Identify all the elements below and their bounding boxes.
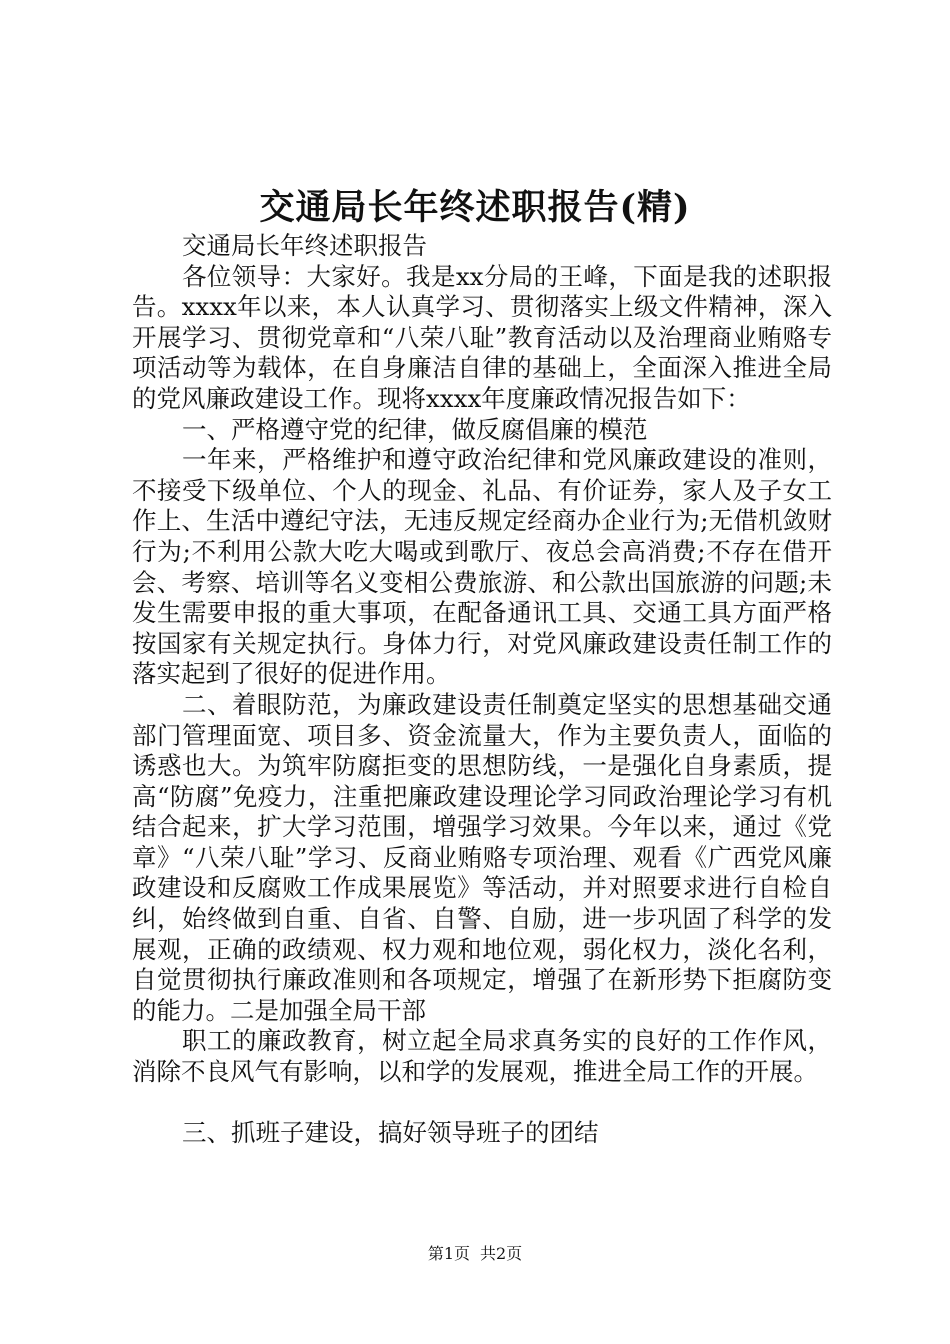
section-heading-1: 一、严格遵守党的纪律，做反腐倡廉的模范	[182, 414, 648, 444]
section-2-continuation: 职工的廉政教育，树立起全局求真务实的良好的工作作风，消除不良风气有影响，以和学的发展观，推进全局工作的开展。	[132, 1026, 832, 1087]
document-body	[132, 231, 832, 1148]
page-total: 共2页	[480, 1244, 523, 1263]
subtitle-paragraph: 交通局长年终述职报告	[182, 231, 427, 260]
section-heading-3: 三、抓班子建设，搞好领导班子的团结	[182, 1117, 599, 1147]
opening-paragraph: 各位领导：大家好。我是xx分局的王峰，下面是我的述职报告。xxxx年以来，本人认真学习、贯彻落实上级文件精神，深入开展学习、贯彻党章和“八荣八耻”教育活动以及治理商业贿赂专项活动等为载体，在自身廉洁自律的基础上，全面深入推进全局的党风廉政建设工作。现将xxxx年度廉政情况报告如下：	[132, 261, 832, 413]
document-title: 交通局长年终述职报告(精)	[259, 187, 691, 228]
section-2-paragraph: 二、着眼防范，为廉政建设责任制奠定坚实的思想基础交通部门管理面宽、项目多、资金流量大，作为主要负责人，面临的诱惑也大。为筑牢防腐拒变的思想防线，一是强化自身素质，提高“防腐”免疫力，注重把廉政建设理论学习同政治理论学习有机结合起来，扩大学习范围，增强学习效果。今年以来，通过《党章》“八荣八耻”学习、反商业贿赂专项治理、观看《广西党风廉政建设和反腐败工作成果展览》等活动，并对照要求进行自检自纠，始终做到自重、自省、自警、自励，进一步巩固了科学的发展观，正确的政绩观、权力观和地位观，弱化权力，淡化名利，自觉贯彻执行廉政准则和各项规定，增强了在新形势下拒腐防变的能力。二是加强全局干部	[132, 689, 832, 1025]
page-footer	[0, 1244, 950, 1264]
page-number: 第1页	[427, 1244, 470, 1263]
section-1-paragraph: 一年来，严格维护和遵守政治纪律和党风廉政建设的准则，不接受下级单位、个人的现金、礼品、有价证券，家人及子女工作上、生活中遵纪守法，无违反规定经商办企业行为;无借机敛财行为;不利用公款大吃大喝或到歌厅、夜总会高消费;不存在借开会、考察、培训等名义变相公费旅游、和公款出国旅游的问题;未发生需要申报的重大事项，在配备通讯工具、交通工具方面严格按国家有关规定执行。身体力行，对党风廉政建设责任制工作的落实起到了很好的促进作用。	[132, 445, 832, 689]
